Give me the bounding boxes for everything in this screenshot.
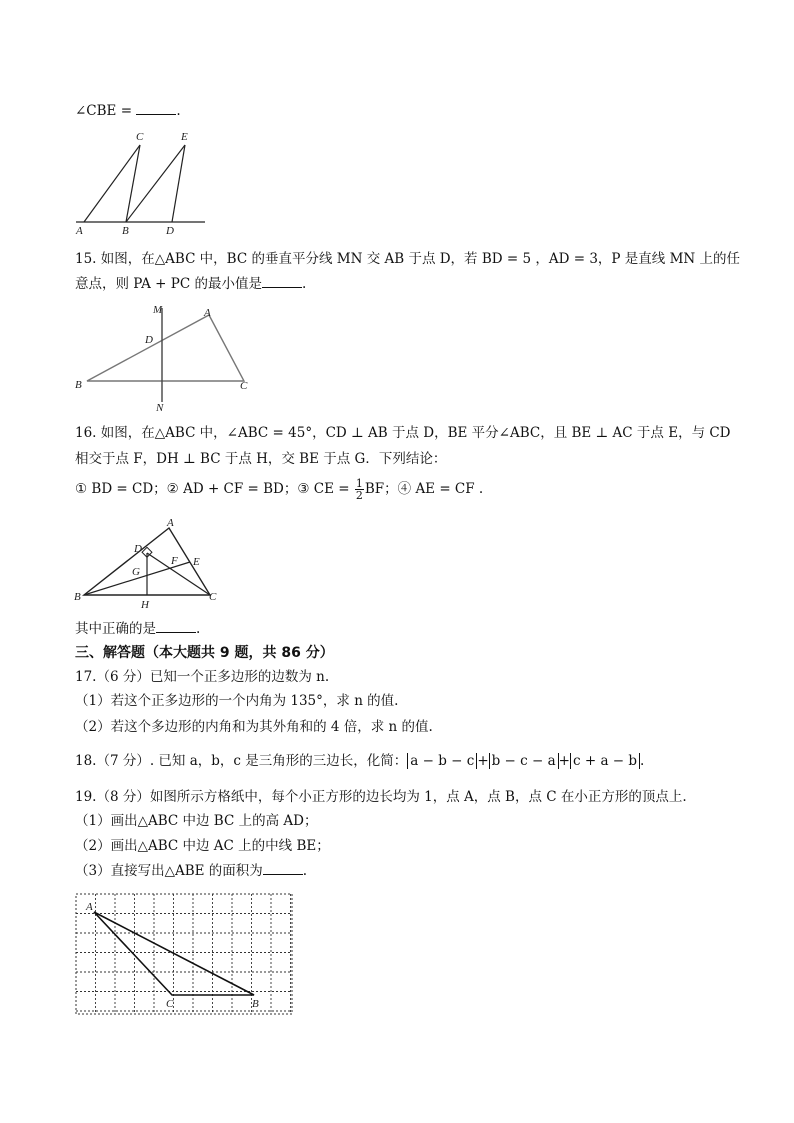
q19-part-3 bbox=[75, 862, 307, 880]
q16-text-3a: ① BD = CD；② AD + CF = BD；③ CE = bbox=[75, 481, 354, 497]
q17-part-2 bbox=[75, 718, 433, 736]
fig19-label-c: C bbox=[166, 998, 174, 1010]
q19-part-2-text: （2）画出△ABC 中边 AC 上的中线 BE； bbox=[75, 838, 330, 854]
q17-part-2-text: （2）若这个多边形的内角和为其外角和的 4 倍，求 n 的值. bbox=[75, 719, 433, 735]
q19-blank[interactable] bbox=[263, 862, 303, 875]
q14-answer-line bbox=[75, 102, 181, 120]
q16-fraction bbox=[355, 478, 364, 501]
q15-line-2 bbox=[75, 275, 306, 293]
q19-stem-text: 19.（8 分）如图所示方格纸中，每个小正方形的边长均为 1，点 A，点 B，点 C 在小正方形的顶点上. bbox=[75, 789, 687, 805]
q14-end: . bbox=[176, 103, 181, 119]
fig14-line-ed bbox=[172, 145, 185, 222]
q19-part-1-text: （1）画出△ABC 中边 BC 上的高 AD； bbox=[75, 813, 318, 829]
q18-stem-text: 18.（7 分）. 已知 a，b，c 是三角形的三边长，化简： bbox=[75, 753, 408, 769]
q18-abs-term-3: c + a − b bbox=[570, 753, 640, 769]
fig15-triangle bbox=[87, 315, 244, 381]
fig15-label-a: A bbox=[204, 307, 211, 319]
fig14-label-c: C bbox=[136, 131, 144, 143]
figure-19 bbox=[74, 890, 296, 1016]
fig16-label-d: D bbox=[134, 543, 142, 555]
fig19-grid bbox=[76, 894, 292, 1014]
fig19-label-b: B bbox=[252, 998, 259, 1010]
q18-abs-term-2: b − c − a bbox=[489, 753, 559, 769]
fig16-label-h: H bbox=[141, 599, 149, 610]
fig16-label-f: F bbox=[171, 555, 178, 567]
fig16-label-c: C bbox=[209, 591, 217, 603]
section-3-title bbox=[75, 644, 334, 662]
q17-part-1-text: （1）若这个正多边形的一个内角为 135°，求 n 的值. bbox=[75, 693, 399, 709]
q16-text-3b: BF；④ AE = CF . bbox=[364, 481, 484, 497]
q17-part-1 bbox=[75, 692, 398, 710]
q16-text-2: 相交于点 F，DH ⊥ BC 于点 H，交 BE 于点 G．下列结论： bbox=[75, 451, 447, 467]
fig16-label-b: B bbox=[74, 591, 81, 603]
q15-text-2: 意点，则 PA + PC 的最小值是 bbox=[75, 276, 262, 292]
fig15-label-n: N bbox=[156, 402, 164, 414]
fig19-triangle bbox=[94, 912, 254, 995]
fig16-line-cd bbox=[147, 553, 210, 595]
q17-stem bbox=[75, 668, 329, 686]
q15-line-1 bbox=[75, 250, 740, 268]
q16-frac-den: 2 bbox=[355, 489, 363, 502]
fig15-label-b: B bbox=[75, 379, 82, 391]
fig15-label-c: C bbox=[240, 380, 248, 392]
q19-part-3-text: （3）直接写出△ABE 的面积为 bbox=[75, 863, 263, 879]
q18-line bbox=[75, 752, 644, 770]
q15-blank[interactable] bbox=[262, 275, 302, 288]
fig16-label-e: E bbox=[193, 556, 200, 568]
q17-stem-text: 17.（6 分）已知一个正多边形的边数为 n. bbox=[75, 669, 330, 685]
q16-line-2 bbox=[75, 450, 446, 468]
q15-end: . bbox=[301, 276, 307, 292]
fig16-label-a: A bbox=[167, 517, 174, 529]
q19-stem bbox=[75, 788, 687, 806]
q19-part-2 bbox=[75, 837, 330, 855]
q18-abs-term-1: a − b − c bbox=[407, 753, 477, 769]
q19-part-1 bbox=[75, 812, 317, 830]
figure-15 bbox=[72, 302, 257, 414]
fig14-line-cb bbox=[126, 145, 140, 222]
fig14-line-be bbox=[126, 145, 185, 222]
fig15-label-d: D bbox=[145, 334, 153, 346]
fig15-label-m: M bbox=[153, 304, 163, 316]
q18-plus-2: + bbox=[558, 753, 570, 769]
q16-end: . bbox=[196, 621, 201, 637]
figure-14 bbox=[74, 128, 208, 238]
figure-16 bbox=[72, 516, 232, 610]
q15-text-1: 15. 如图，在△ABC 中，BC 的垂直平分线 MN 交 AB 于点 D，若 BD = 5 ，AD = 3，P 是直线 MN 上的任 bbox=[75, 251, 741, 267]
q14-blank[interactable] bbox=[136, 102, 176, 115]
fig16-label-g: G bbox=[132, 566, 140, 578]
q14-text: ∠CBE = bbox=[75, 103, 137, 119]
q16-line-3 bbox=[75, 478, 483, 501]
section-3-title-text: 三、解答题（本大题共 9 题，共 86 分） bbox=[75, 645, 334, 661]
fig14-line-ac bbox=[84, 145, 140, 222]
fig14-label-b: B bbox=[122, 225, 129, 237]
fig14-label-a: A bbox=[76, 225, 83, 237]
q18-end: . bbox=[640, 753, 645, 769]
fig14-label-e: E bbox=[181, 131, 188, 143]
q16-text-1: 16. 如图，在△ABC 中，∠ABC = 45°，CD ⊥ AB 于点 D，BE 平分∠ABC，且 BE ⊥ AC 于点 E，与 CD bbox=[75, 425, 731, 441]
q16-frac-num: 1 bbox=[355, 477, 363, 490]
q16-blank[interactable] bbox=[156, 620, 196, 633]
q16-line-1 bbox=[75, 424, 731, 442]
fig19-border bbox=[76, 894, 292, 1014]
fig14-label-d: D bbox=[166, 225, 174, 237]
q18-plus-1: + bbox=[477, 753, 489, 769]
q19-end: . bbox=[302, 863, 308, 879]
fig19-label-a: A bbox=[86, 901, 93, 913]
q16-answer-line bbox=[75, 620, 200, 638]
q16-answer-text: 其中正确的是 bbox=[75, 621, 156, 637]
